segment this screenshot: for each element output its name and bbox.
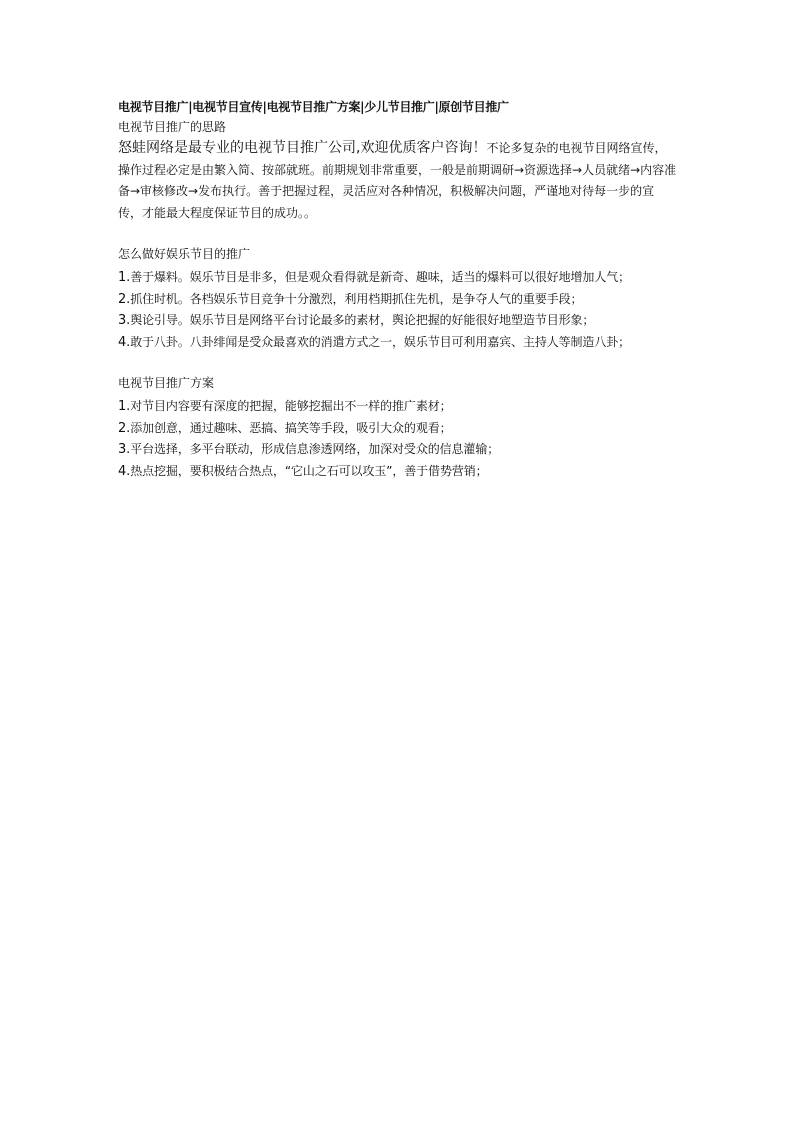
item-number: 1. <box>118 399 131 414</box>
section-title: 怎么做好娱乐节目的推广 <box>118 247 251 261</box>
list-item <box>118 396 678 418</box>
item-text: 添加创意，通过趣味、恶搞、搞笑等手段，吸引大众的观看； <box>130 420 452 435</box>
list-item <box>118 267 678 289</box>
intro-lead: 怒蛙网络是最专业的电视节目推广公司,欢迎优质客户咨询！ <box>118 140 487 156</box>
promotion-plan-list <box>118 396 678 482</box>
item-text: 敢于八卦。八卦绯闻是受众最喜欢的消遣方式之一，娱乐节目可利用嘉宾、主持人等制造八卦； <box>130 334 631 349</box>
intro-paragraph <box>118 138 678 224</box>
section-entertainment-promotion <box>118 245 678 353</box>
item-number: 4. <box>118 463 131 479</box>
item-number: 1. <box>118 270 131 285</box>
item-text: 热点挖掘，要积极结合热点，“它山之石可以攻玉”，善于借势营销； <box>130 463 488 478</box>
item-text: 平台选择，多平台联动，形成信息渗透网络，加深对受众的信息灌输； <box>130 442 500 456</box>
list-item <box>118 461 678 483</box>
section-title: 电视节目推广方案 <box>118 376 215 390</box>
list-item <box>118 310 678 332</box>
intro-body: 不论多复杂的电视节目网络宣传，操作过程必定是由繁入简、按部就班。前期规划非常重要，一般是前期调研→资源选择→人员就绪→内容准备→审核修改→发布执行。善于把握过程，灵活应对各种情况，积极解决问题，严谨地对待每一步的宣传，才能最大程度保证节目的成功。。 <box>118 141 677 220</box>
list-item <box>118 439 678 461</box>
list-item <box>118 289 678 311</box>
section-promotion-plan <box>118 374 678 482</box>
entertainment-tips-list <box>118 267 678 353</box>
document-page <box>118 98 678 482</box>
item-text: 善于爆料。娱乐节目是非多，但是观众看得就是新奇、趣味，适当的爆料可以很好地增加人气； <box>130 270 631 284</box>
list-item <box>118 332 678 354</box>
item-text: 抓住时机。各档娱乐节目竞争十分激烈，利用档期抓住先机，是争夺人气的重要手段； <box>130 291 583 306</box>
item-number: 2. <box>118 291 131 307</box>
item-number: 2. <box>118 420 131 436</box>
list-item <box>118 418 678 440</box>
intro-subheading: 电视节目推广的思路 <box>118 120 227 134</box>
item-text: 舆论引导。娱乐节目是网络平台讨论最多的素材，舆论把握的好能很好地塑造节目形象； <box>130 313 595 327</box>
item-number: 4. <box>118 334 131 350</box>
item-number: 3. <box>118 442 131 457</box>
item-text: 对节目内容要有深度的把握，能够挖掘出不一样的推广素材； <box>130 399 452 413</box>
document-title: 电视节目推广|电视节目宣传|电视节目推广方案|少儿节目推广|原创节目推广 <box>118 100 509 114</box>
item-number: 3. <box>118 313 131 328</box>
